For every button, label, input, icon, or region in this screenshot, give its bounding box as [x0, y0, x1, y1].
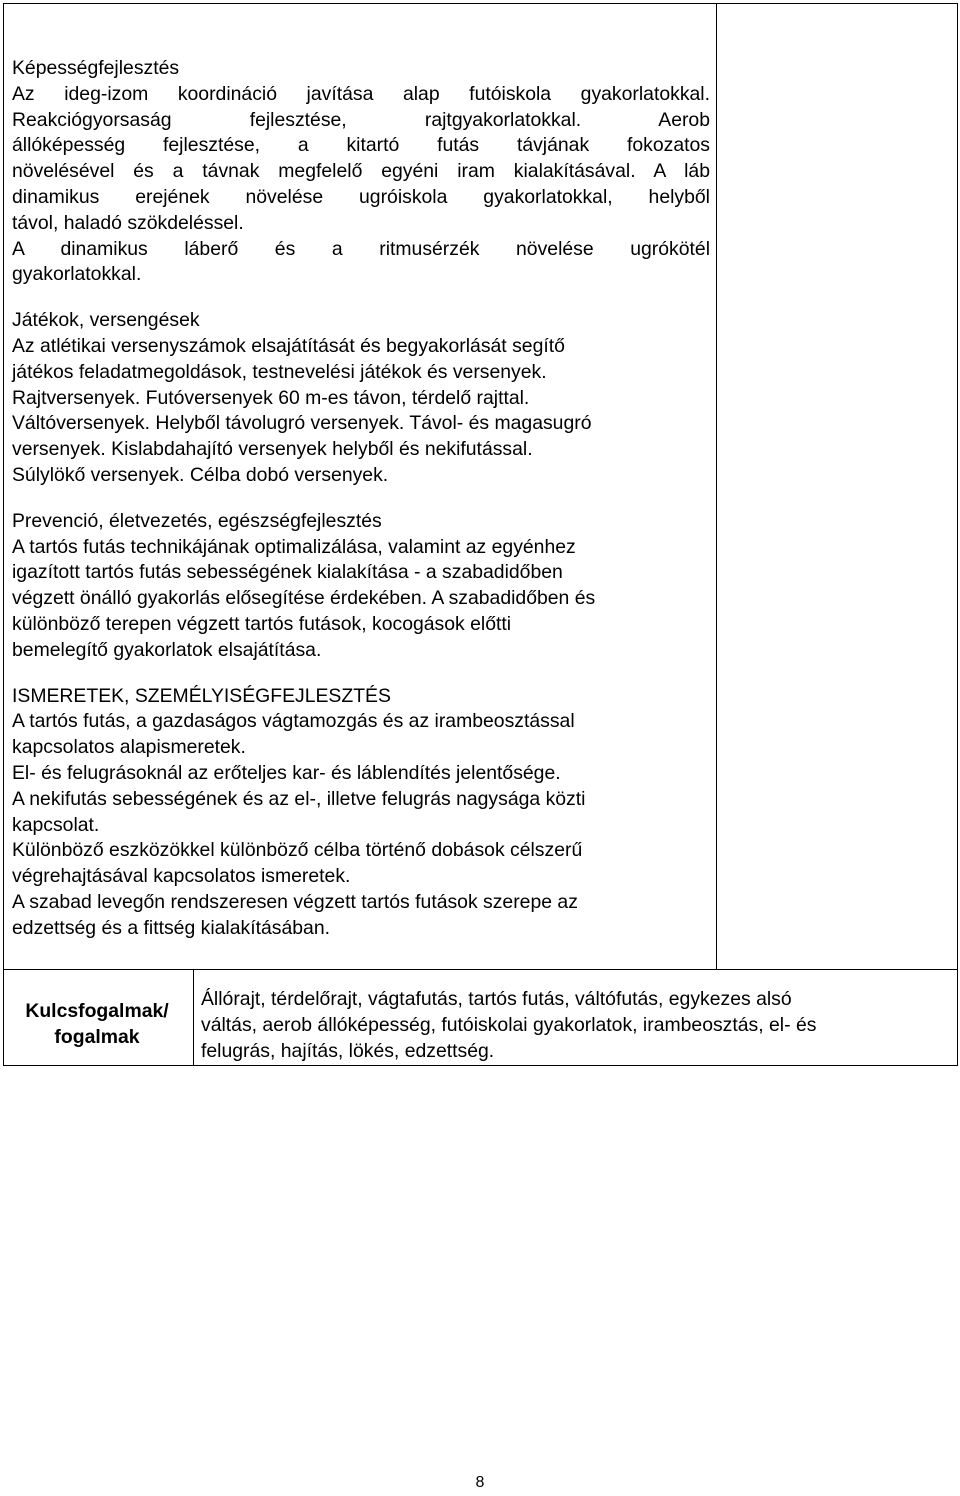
- text-line: növelésével és a távnak megfelelő egyéni iram kialakításával. A láb: [12, 160, 710, 183]
- text-line: El- és felugrásoknál az erőteljes kar- és láblendítés jelentősége.: [12, 761, 561, 784]
- key-concepts-label-line: Kulcsfogalmak/: [25, 1000, 169, 1022]
- section-kepessegfejlesztes: [12, 56, 710, 288]
- text-line: kapcsolat.: [12, 813, 100, 836]
- text-line: igazított tartós futás sebességének kialakítása - a szabadidőben: [12, 561, 563, 584]
- text-line: Súlylökő versenyek. Célba dobó versenyek.: [12, 463, 389, 486]
- text-line: felugrás, hajítás, lökés, edzettség.: [201, 1039, 495, 1062]
- text-line: A tartós futás technikájának optimalizálása, valamint az egyénhez: [12, 535, 576, 558]
- text-line: Az ideg-izom koordináció javítása alap futóiskola gyakorlatokkal.: [12, 82, 710, 105]
- text-line: gyakorlatokkal.: [12, 263, 142, 286]
- text-line: dinamikus erejének növelése ugróiskola gyakorlatokkal, helyből: [12, 185, 710, 208]
- text-line: különböző terepen végzett tartós futások, kocogások előtti: [12, 612, 512, 635]
- page-number: 8: [475, 1474, 485, 1491]
- text-line: Reakciógyorsaság fejlesztése, rajtgyakorlatokkal. Aerob: [12, 108, 710, 131]
- text-line: végrehajtásával kapcsolatos ismeretek.: [12, 865, 351, 888]
- text-line: Állórajt, térdelőrajt, vágtafutás, tartós futás, váltófutás, egykezes alsó: [201, 988, 792, 1010]
- section-jatekok-versengesek: [12, 308, 710, 489]
- text-line: végzett önálló gyakorlás elősegítése érdekében. A szabadidőben és: [12, 587, 596, 610]
- text-line: Rajtversenyek. Futóversenyek 60 m-es távon, térdelő rajttal.: [12, 386, 530, 409]
- text-line: versenyek. Kislabdahajító versenyek helyből és nekifutással.: [12, 438, 533, 461]
- text-line: állóképesség fejlesztése, a kitartó futás távjának fokozatos: [12, 134, 710, 157]
- text-line: kapcsolatos alapismeretek.: [12, 736, 246, 759]
- text-line: Az atlétikai versenyszámok elsajátítását és begyakorlását segítő: [12, 334, 565, 357]
- section-heading: Képességfejlesztés: [12, 57, 180, 79]
- key-column-divider: [193, 969, 194, 1066]
- text-line: Váltóversenyek. Helyből távolugró versenyek. Távol- és magasugró: [12, 412, 592, 435]
- text-line: Különböző eszközökkel különböző célba történő dobások célszerű: [12, 839, 583, 862]
- text-line: A nekifutás sebességének és az el-, illetve felugrás nagysága közti: [12, 787, 586, 810]
- content-column-divider: [716, 3, 717, 970]
- text-line: A dinamikus láberő és a ritmusérzék növelése ugrókötél: [12, 237, 710, 260]
- text-line: távol, haladó szökdeléssel.: [12, 211, 244, 234]
- section-heading: Játékok, versengések: [12, 309, 200, 332]
- text-line: A szabad levegőn rendszeresen végzett tartós futások szerepe az: [12, 890, 578, 913]
- section-ismeretek: [12, 684, 710, 942]
- row-divider: [3, 969, 958, 970]
- text-line: edzettség és a fittség kialakításában.: [12, 916, 330, 939]
- key-concepts-text: [201, 987, 941, 1064]
- section-heading: Prevenció, életvezetés, egészségfejlesztés: [12, 509, 382, 532]
- text-line: bemelegítő gyakorlatok elsajátítása.: [12, 638, 322, 661]
- key-concepts-label: [4, 998, 190, 1050]
- key-concepts-label-line: fogalmak: [54, 1026, 140, 1048]
- main-content-cell: [12, 56, 710, 962]
- text-line: A tartós futás, a gazdaságos vágtamozgás és az irambeosztással: [12, 710, 575, 733]
- section-prevencio: [12, 509, 710, 664]
- section-heading: ISMERETEK, SZEMÉLYISÉGFEJLESZTÉS: [12, 684, 391, 707]
- text-line: váltás, aerob állóképesség, futóiskolai gyakorlatok, irambeosztás, el- és: [201, 1013, 817, 1036]
- text-line: játékos feladatmegoldások, testnevelési játékok és versenyek.: [12, 360, 547, 383]
